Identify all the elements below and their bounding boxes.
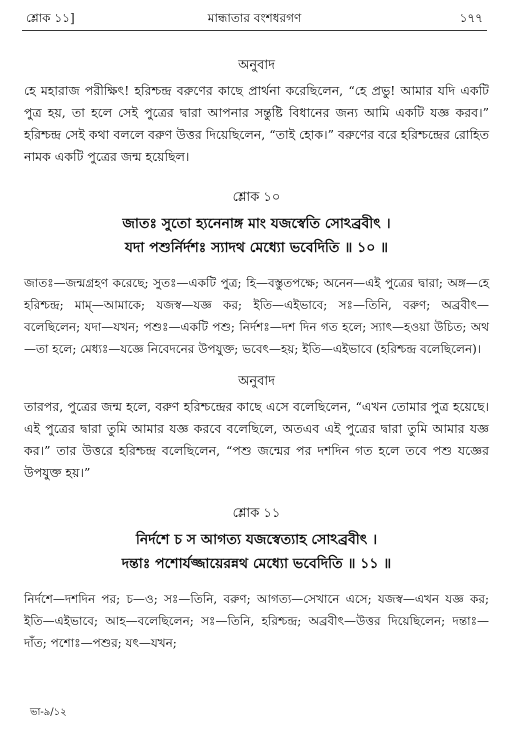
header-verse-ref: শ্লোক ১১]	[26, 11, 75, 25]
synonyms-text: নির্দশে—দশদিন পর; চ—ও; সঃ—তিনি, বরুণ; আগত্য—সেখানে এসে; যজস্ব—এখন যজ্ঞ কর; ইতি—এইভাবে; আহ—বলেছিলেন; সঃ—তিনি, হরিশ্চন্দ্র; অব্রবীৎ—উত্তর দিয়েছিলেন; দন্তাঃ—দাঁত; পশোঃ—পশুর; যৎ—যখন;	[24, 592, 489, 650]
page-content	[24, 56, 489, 654]
verse-line: দন্তাঃ পশোর্যজ্জায়েরন্নথ মেধ্যো ভবেদিতি ॥ ১১ ॥	[121, 556, 392, 572]
running-header	[22, 6, 487, 31]
translation-heading: অনুবাদ	[238, 374, 275, 389]
synonyms-text: জাতঃ—জন্মগ্রহণ করেছে; সুতঃ—একটি পুত্র; হি—বস্তুতপক্ষে; অনেন—এই পুত্রের দ্বারা; অঙ্গ—হে হরিশ্চন্দ্র; মাম্—আমাকে; যজস্ব—যজ্ঞ কর; ইতি—এইভাবে; সঃ—তিনি, বরুণ; অব্রবীৎ—বলেছিলেন; যদা—যখন; পশুঃ—একটি পশু; নির্দশঃ—দশ দিন গত হলে; স্যাৎ—হওয়া উচিত; অথ—তা হলে; মেধ্যঃ—যজ্ঞে নিবেদনের উপযুক্ত; ভবেৎ—হয়; ইতি—এইভাবে (হরিশ্চন্দ্র বলেছিলেন)।	[24, 276, 489, 356]
header-chapter-title: মান্ধাতার বংশধরগণ	[207, 11, 302, 25]
translation-text: হে মহারাজ পরীক্ষিৎ! হরিশ্চন্দ্র বরুণের কাছে প্রার্থনা করেছিলেন, “হে প্রভু! আমার যদি একটি পুত্র হয়, তা হলে সেই পুত্রের দ্বারা আপনার সন্তুষ্টি বিধানের জন্য আমি একটি যজ্ঞ করব।” হরিশ্চন্দ্র সেই কথা বললে বরুণ উত্তর দিয়েছিলেন, “তাই হোক।” বরুণের বরে হরিশ্চন্দ্রের রোহিত নামক একটি পুত্রের জন্ম হয়েছিল।	[24, 83, 489, 164]
header-page-number: ১৭৭	[459, 11, 483, 25]
translation-text: তারপর, পুত্রের জন্ম হলে, বরুণ হরিশ্চন্দ্রের কাছে এসে বলেছিলেন, “এখন তোমার পুত্র হয়েছে। এই পুত্রের দ্বারা তুমি আমার যজ্ঞ করবে বলেছিলে, অতএব এই পুত্রের দ্বারা তুমি আমার যজ্ঞ কর।” তার উত্তরে হরিশ্চন্দ্র বলেছিলেন, “পশু জন্মের পর দশদিন গত হলে তবে পশু যজ্ঞের উপযুক্ত হয়।”	[24, 399, 489, 480]
verse-line: নির্দশে চ স আগত্য যজস্বেত্যাহ সোঽব্রবীৎ ।	[135, 532, 378, 548]
verse-label: শ্লোক ১১	[232, 506, 281, 521]
translation-heading: অনুবাদ	[238, 58, 275, 73]
signature-mark: ভা-৯/১২	[30, 707, 67, 718]
verse-label: শ্লোক ১০	[232, 190, 281, 205]
verse-line: জাতঃ সুতো হ্যনেনাঙ্গ মাং যজস্বেতি সোঽব্রবীৎ ।	[122, 216, 391, 232]
verse-line: যদা পশুর্নির্দশঃ স্যাদথ মেধ্যো ভবেদিতি ॥ ১০ ॥	[124, 240, 389, 256]
